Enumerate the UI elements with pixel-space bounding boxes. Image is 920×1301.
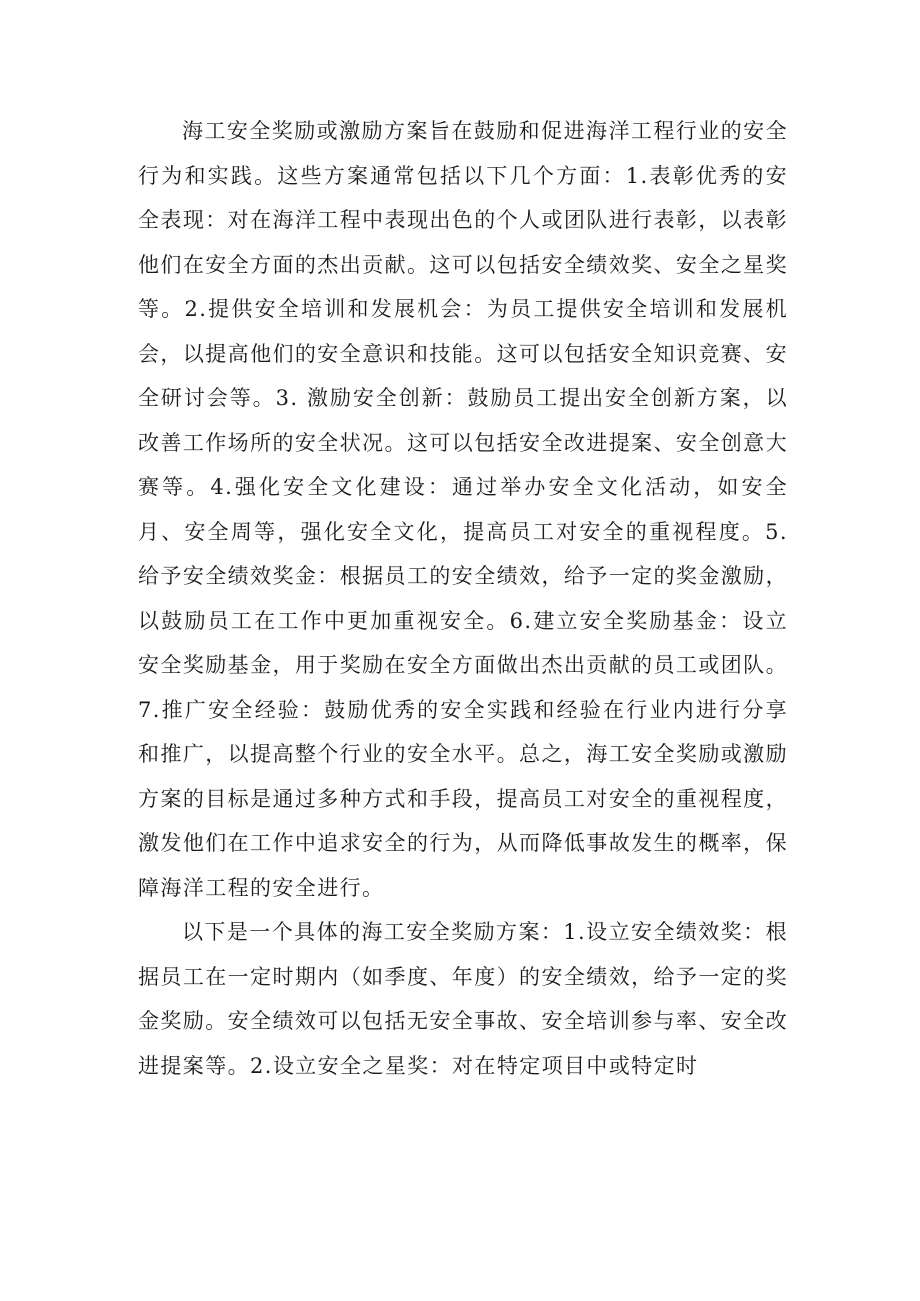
paragraph-1: 海工安全奖励或激励方案旨在鼓励和促进海洋工程行业的安全行为和实践。这些方案通常包括以下几个方面：1.表彰优秀的安全表现：对在海洋工程中表现出色的个人或团队进行表彰，以表彰他们在安全方面的杰出贡献。这可以包括安全绩效奖、安全之星奖等。2.提供安全培训和发展机会：为员工提供安全培训和发展机会，以提高他们的安全意识和技能。这可以包括安全知识竞赛、安全研讨会等。3. 激励安全创新：鼓励员工提出安全创新方案，以改善工作场所的安全状况。这可以包括安全改进提案、安全创意大赛等。4.强化安全文化建设：通过举办安全文化活动，如安全月、安全周等，强化安全文化，提高员工对安全的重视程度。5.给予安全绩效奖金：根据员工的安全绩效，给予一定的奖金激励，以鼓励员工在工作中更加重视安全。6.建立安全奖励基金：设立安全奖励基金，用于奖励在安全方面做出杰出贡献的员工或团队。7.推广安全经验：鼓励优秀的安全实践和经验在行业内进行分享和推广，以提高整个行业的安全水平。总之，海工安全奖励或激励方案的目标是通过多种方式和手段，提高员工对安全的重视程度，激发他们在工作中追求安全的行为，从而降低事故发生的概率，保障海洋工程的安全进行。 [138,119,788,900]
paragraph-2: 以下是一个具体的海工安全奖励方案：1.设立安全绩效奖：根据员工在一定时期内（如季度、年度）的安全绩效，给予一定的奖金奖励。安全绩效可以包括无安全事故、安全培训参与率、安全改进提案等。2.设立安全之星奖：对在特定项目中或特定时 [138,920,788,1078]
document-body [138,109,788,1088]
